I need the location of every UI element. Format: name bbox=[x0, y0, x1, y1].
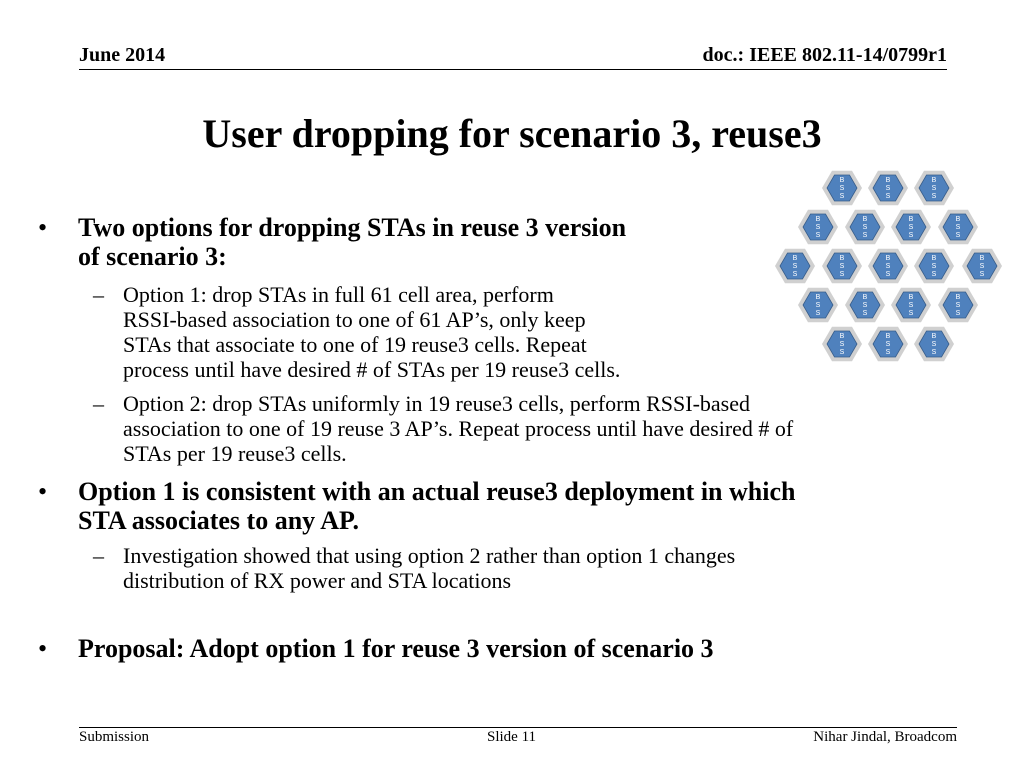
cell-label-letter: B bbox=[839, 255, 845, 262]
investigation-line-1: Investigation showed that using option 2 rather than option 1 changes bbox=[123, 543, 736, 568]
cell-label-letter: B bbox=[955, 294, 961, 301]
cell-label-letter: S bbox=[792, 263, 798, 270]
bss-cell bbox=[914, 171, 954, 206]
cell-label-letter: B bbox=[908, 294, 914, 301]
bss-cell bbox=[891, 210, 931, 245]
bss-cell bbox=[868, 249, 908, 284]
cell-label-letter: B bbox=[839, 177, 845, 184]
cell-label-letter: B bbox=[979, 255, 985, 262]
bss-cell bbox=[962, 249, 1002, 284]
bss-cell bbox=[914, 249, 954, 284]
cell-label-letter: S bbox=[908, 310, 914, 317]
option-2-line-2: association to one of 19 reuse 3 AP’s. Repeat process until have desired # of bbox=[123, 416, 794, 441]
cell-label-letter: S bbox=[955, 232, 961, 239]
bss-cell bbox=[798, 288, 838, 323]
cell-label-letter: B bbox=[908, 216, 914, 223]
cell-label-letter: S bbox=[792, 271, 798, 278]
cell-label-letter: S bbox=[931, 263, 937, 270]
option-2-line-1: Option 2: drop STAs uniformly in 19 reuse3 cells, perform RSSI-based bbox=[123, 391, 750, 416]
bss-cell bbox=[822, 249, 862, 284]
cell-label-letter: B bbox=[792, 255, 798, 262]
option-2-line-3: STAs per 19 reuse3 cells. bbox=[123, 441, 347, 466]
sub-bullet-marker: – bbox=[93, 391, 104, 416]
cell-label-letter: B bbox=[885, 255, 891, 262]
header-date: June 2014 bbox=[79, 44, 166, 66]
cell-label-letter: S bbox=[839, 341, 845, 348]
cell-label-letter: S bbox=[885, 185, 891, 192]
cell-label-letter: S bbox=[839, 263, 845, 270]
cell-label-letter: S bbox=[862, 232, 868, 239]
footer-rule bbox=[79, 727, 957, 728]
cell-label-letter: S bbox=[931, 341, 937, 348]
cell-label-letter: S bbox=[908, 224, 914, 231]
bullet-1-line-2: of scenario 3: bbox=[78, 242, 227, 271]
bss-cell bbox=[822, 171, 862, 206]
cell-label-letter: S bbox=[862, 310, 868, 317]
bullet-2-line-1: Option 1 is consistent with an actual reuse3 deployment in which bbox=[78, 477, 796, 506]
cell-label-letter: B bbox=[839, 333, 845, 340]
cell-label-letter: S bbox=[862, 302, 868, 309]
reuse3-hex-cell-diagram bbox=[770, 170, 1010, 370]
cell-label-letter: S bbox=[815, 224, 821, 231]
cell-label-letter: B bbox=[862, 216, 868, 223]
cell-label-letter: S bbox=[885, 193, 891, 200]
cell-label-letter: S bbox=[885, 349, 891, 356]
sub-bullet-marker: – bbox=[93, 543, 104, 568]
cell-label-letter: B bbox=[862, 294, 868, 301]
cell-label-letter: S bbox=[931, 349, 937, 356]
bss-cell bbox=[798, 210, 838, 245]
bss-cell bbox=[775, 249, 815, 284]
bss-cell bbox=[891, 288, 931, 323]
header-doc-id: doc.: IEEE 802.11-14/0799r1 bbox=[702, 44, 947, 66]
cell-label-letter: S bbox=[885, 263, 891, 270]
cell-label-letter: S bbox=[931, 193, 937, 200]
cell-label-letter: S bbox=[955, 302, 961, 309]
cell-label-letter: S bbox=[815, 232, 821, 239]
bullet-2-line-2: STA associates to any AP. bbox=[78, 506, 359, 535]
cell-label-letter: S bbox=[955, 224, 961, 231]
cell-label-letter: S bbox=[908, 302, 914, 309]
bullet-1-line-1: Two options for dropping STAs in reuse 3 version bbox=[78, 213, 627, 242]
cell-label-letter: S bbox=[908, 232, 914, 239]
bullet-marker: • bbox=[38, 634, 48, 663]
cell-label-letter: B bbox=[885, 333, 891, 340]
sub-bullet-marker: – bbox=[93, 282, 104, 307]
cell-label-letter: B bbox=[931, 255, 937, 262]
cell-label-letter: S bbox=[885, 271, 891, 278]
cell-label-letter: B bbox=[955, 216, 961, 223]
bullet-marker: • bbox=[38, 477, 48, 506]
bss-cell bbox=[938, 210, 978, 245]
cell-label-letter: S bbox=[815, 302, 821, 309]
cell-label-letter: S bbox=[885, 341, 891, 348]
cell-label-letter: B bbox=[815, 216, 821, 223]
cell-label-letter: S bbox=[979, 271, 985, 278]
cell-label-letter: S bbox=[815, 310, 821, 317]
cell-label-letter: B bbox=[931, 333, 937, 340]
option-1-line-4: process until have desired # of STAs per 19 reuse3 cells. bbox=[123, 357, 621, 382]
cell-label-letter: S bbox=[839, 349, 845, 356]
bss-cell bbox=[845, 288, 885, 323]
cell-label-letter: S bbox=[979, 263, 985, 270]
cell-label-letter: B bbox=[931, 177, 937, 184]
bullet-marker: • bbox=[38, 213, 48, 242]
cell-label-letter: S bbox=[931, 185, 937, 192]
cell-label-letter: S bbox=[955, 310, 961, 317]
bss-cell bbox=[822, 327, 862, 362]
cell-label-letter: S bbox=[839, 271, 845, 278]
option-1-line-1: Option 1: drop STAs in full 61 cell area, perform bbox=[123, 282, 554, 307]
header-rule bbox=[79, 69, 947, 70]
bss-cell bbox=[868, 327, 908, 362]
footer-submission: Submission bbox=[79, 729, 150, 745]
cell-label-letter: S bbox=[862, 224, 868, 231]
bss-cell bbox=[938, 288, 978, 323]
slide-title: User dropping for scenario 3, reuse3 bbox=[202, 111, 822, 156]
cell-label-letter: B bbox=[885, 177, 891, 184]
bss-cell bbox=[868, 171, 908, 206]
cell-label-letter: S bbox=[931, 271, 937, 278]
investigation-line-2: distribution of RX power and STA locations bbox=[123, 568, 512, 593]
cell-label-letter: S bbox=[839, 193, 845, 200]
bss-cell bbox=[914, 327, 954, 362]
footer-slide-number: Slide 11 bbox=[487, 729, 537, 745]
bss-cell bbox=[845, 210, 885, 245]
cell-label-letter: S bbox=[839, 185, 845, 192]
footer-author: Nihar Jindal, Broadcom bbox=[813, 729, 957, 745]
bullet-3-line-1: Proposal: Adopt option 1 for reuse 3 version of scenario 3 bbox=[78, 634, 714, 663]
option-1-line-3: STAs that associate to one of 19 reuse3 cells. Repeat bbox=[123, 332, 587, 357]
cell-label-letter: B bbox=[815, 294, 821, 301]
option-1-line-2: RSSI-based association to one of 61 AP’s, only keep bbox=[123, 307, 586, 332]
